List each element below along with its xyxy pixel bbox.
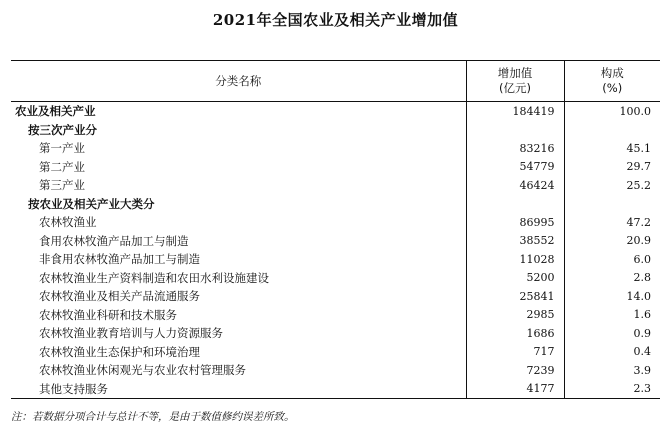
row-share: 2.8 (564, 269, 660, 288)
table-row (11, 380, 660, 399)
row-value: 5200 (466, 269, 564, 288)
row-share: 20.9 (564, 232, 660, 251)
header-share-label: 构成 (600, 66, 624, 80)
row-name: 农林牧渔业 (39, 215, 97, 230)
table-row (11, 232, 660, 251)
table-row-section-by-sector (11, 121, 660, 140)
section-heading: 按农业及相关产业大类分 (28, 196, 155, 211)
table-row (11, 176, 660, 195)
row-value: 38552 (466, 232, 564, 251)
row-name: 食用农林牧渔产品加工与制造 (39, 233, 189, 248)
row-share: 45.1 (564, 139, 660, 158)
row-share: 1.6 (564, 306, 660, 325)
row-share: 2.3 (564, 380, 660, 399)
header-value-unit: (亿元) (499, 81, 531, 95)
header-value-added (466, 61, 564, 102)
row-value: 2985 (466, 306, 564, 325)
row-name: 第三产业 (39, 178, 85, 193)
row-value: 86995 (466, 213, 564, 232)
table-row (11, 287, 660, 306)
table-row (11, 250, 660, 269)
footnote: 注：若数据分项合计与总计不等，是由于数值修约误差所致。 (11, 411, 295, 423)
row-name: 农林牧渔业生态保护和环境治理 (39, 344, 200, 359)
section-heading: 按三次产业分 (28, 122, 97, 137)
row-share: 29.7 (564, 158, 660, 177)
row-value: 11028 (466, 250, 564, 269)
row-share: 100.0 (564, 102, 660, 121)
row-name: 其他支持服务 (11, 380, 466, 399)
row-name: 农林牧渔业生产资料制造和农田水利设施建设 (39, 270, 269, 285)
table-row (11, 361, 660, 380)
row-name: 农林牧渔业科研和技术服务 (39, 307, 177, 322)
table-header-row (11, 61, 660, 102)
row-value: 83216 (466, 139, 564, 158)
row-share: 14.0 (564, 287, 660, 306)
row-share: 3.9 (564, 361, 660, 380)
row-value (466, 121, 564, 140)
row-value: 717 (466, 343, 564, 362)
header-share-unit: (%) (602, 81, 623, 95)
row-value: 4177 (466, 380, 564, 399)
table-row (11, 306, 660, 325)
table-row (11, 324, 660, 343)
row-name: 农林牧渔业及相关产品流通服务 (39, 289, 200, 304)
table-row-section-by-category (11, 195, 660, 214)
row-share: 0.9 (564, 324, 660, 343)
value-added-table (11, 60, 660, 399)
table-row (11, 343, 660, 362)
header-share (564, 61, 660, 102)
row-share (564, 195, 660, 214)
row-value: 25841 (466, 287, 564, 306)
row-name: 非食用农林牧渔产品加工与制造 (39, 252, 200, 267)
table-row (11, 158, 660, 177)
row-value: 7239 (466, 361, 564, 380)
table-row (11, 139, 660, 158)
table-row (11, 269, 660, 288)
row-share: 6.0 (564, 250, 660, 269)
row-value: 1686 (466, 324, 564, 343)
header-category-name: 分类名称 (11, 61, 466, 102)
page-title: 2021年全国农业及相关产业增加值 (212, 11, 459, 29)
table-row-total (11, 102, 660, 121)
row-share: 47.2 (564, 213, 660, 232)
row-share: 0.4 (564, 343, 660, 362)
row-name: 第二产业 (39, 159, 85, 174)
row-name: 农林牧渔业教育培训与人力资源服务 (39, 326, 223, 341)
table-row (11, 213, 660, 232)
row-name: 农林牧渔业休闲观光与农业农村管理服务 (39, 363, 246, 378)
row-share (564, 121, 660, 140)
header-value-label: 增加值 (497, 66, 533, 80)
row-name: 第一产业 (39, 141, 85, 156)
row-value (466, 195, 564, 214)
row-value: 54779 (466, 158, 564, 177)
row-share: 25.2 (564, 176, 660, 195)
row-value: 184419 (466, 102, 564, 121)
row-value: 46424 (466, 176, 564, 195)
row-name: 农业及相关产业 (15, 104, 96, 119)
